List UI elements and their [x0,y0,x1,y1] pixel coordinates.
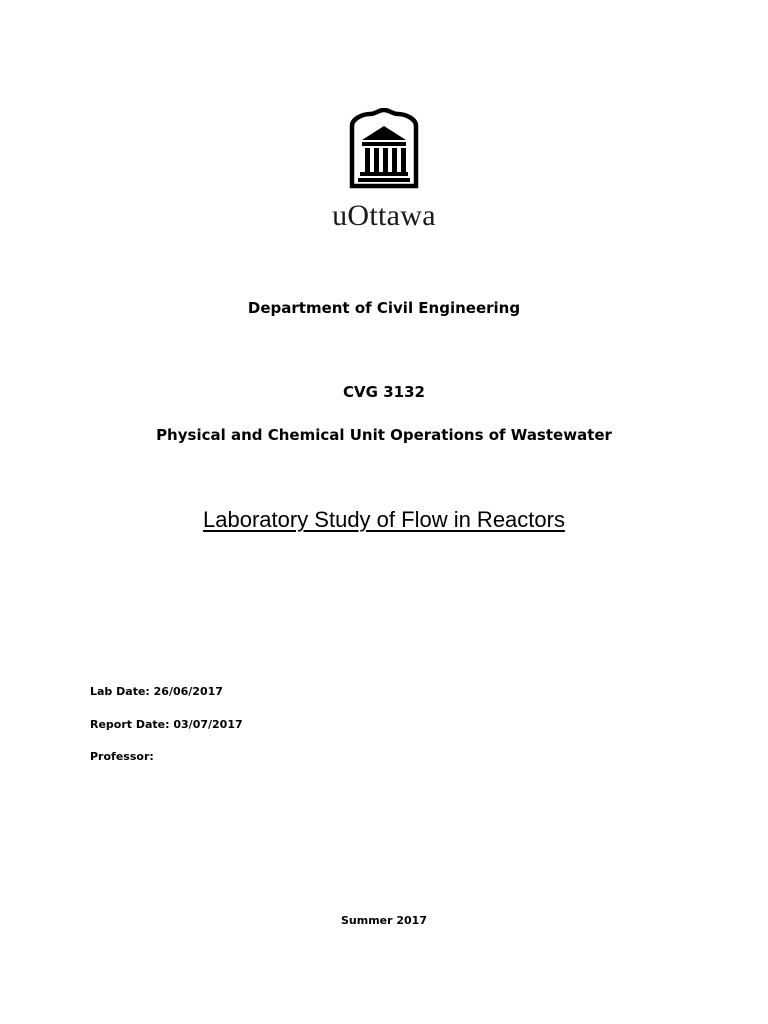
report-date: Report Date: 03/07/2017 [90,718,243,731]
logo-wordmark: uOttawa [332,199,436,232]
lab-date: Lab Date: 26/06/2017 [90,685,223,698]
department-name: Department of Civil Engineering [247,299,521,317]
report-title: Laboratory Study of Flow in Reactors [203,507,565,532]
professor-label: Professor: [90,750,154,763]
term-label: Summer 2017 [340,914,427,927]
university-building-icon [346,108,422,190]
course-name: Physical and Chemical Unit Operations of Wastewater [156,426,612,444]
university-logo [310,102,458,240]
course-code: CVG 3132 [343,383,425,401]
